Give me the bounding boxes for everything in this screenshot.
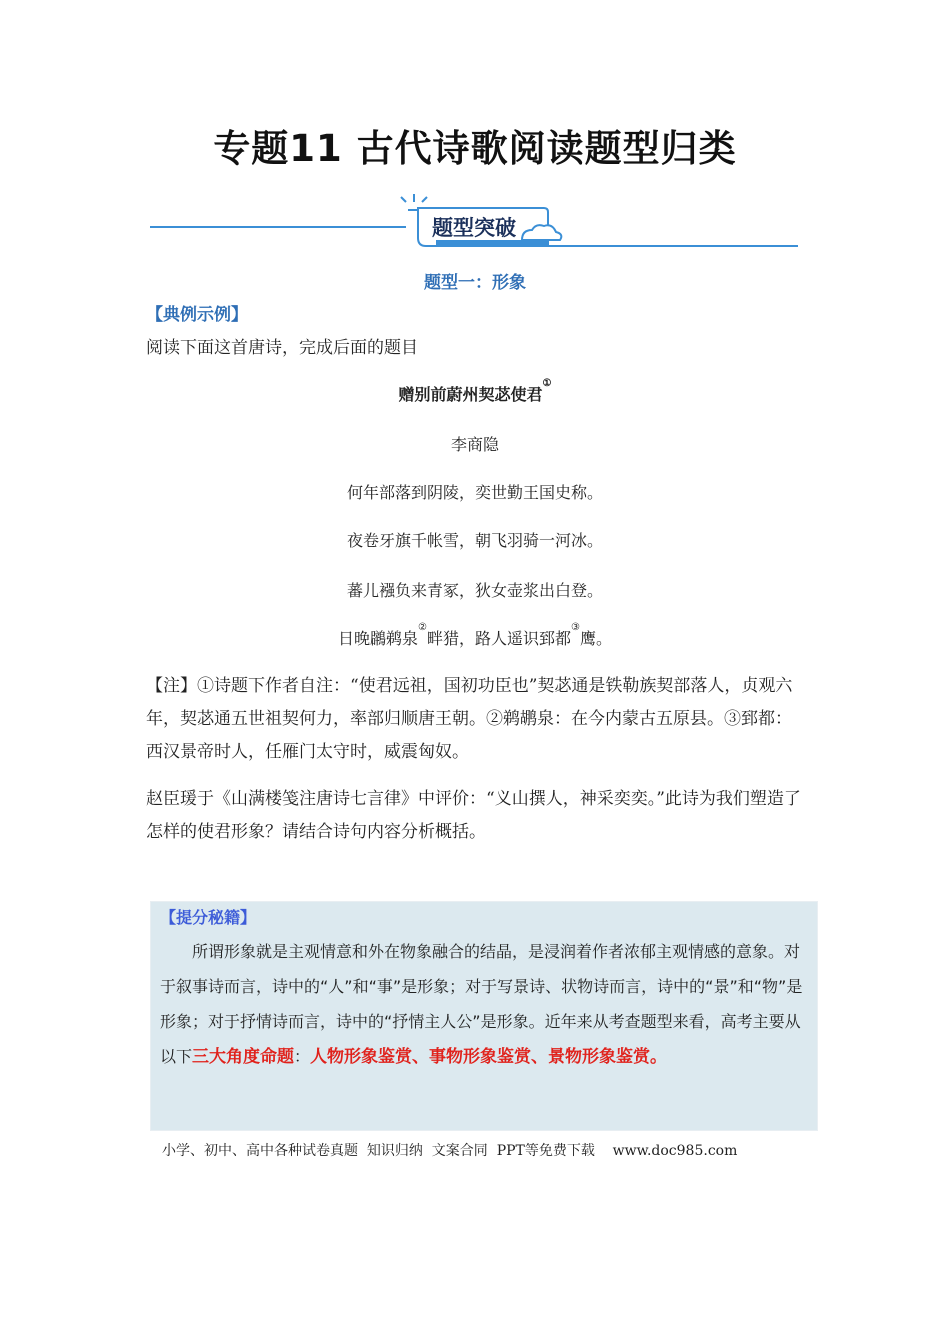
section-banner: [150, 190, 798, 252]
poem-title: [0, 378, 950, 405]
poem-line-part: 畔猎，路人遥识郅都: [426, 629, 571, 648]
tips-colon: ：: [294, 1047, 311, 1066]
poem-line: [0, 622, 950, 649]
poem-title-text: 赠别前蔚州契苾使君: [398, 385, 543, 404]
question-text: 赵臣瑗于《山满楼笺注唐诗七言律》中评价：“义山撰人，神采奕奕。”此诗为我们塑造了怎样的使君形象？请结合诗句内容分析概括。: [146, 789, 801, 842]
example-label: 【典例示例】: [146, 305, 248, 325]
footnote-mark: ③: [571, 622, 580, 633]
footnotes: 【注】①诗题下作者自注：“使君远祖，国初功臣也”契苾通是铁勒族契部落人，贞观六年，契苾通五世祖契何力，率部归顺唐王朝。②鹈鹕泉：在今内蒙古五原县。③郅都：西汉景帝时人，任雁门太守时，威震匈奴。: [146, 676, 793, 762]
poem-line: 夜卷牙旗千帐雪，朝飞羽骑一河冰。: [346, 531, 603, 550]
tips-body: 所谓形象就是主观情意和外在物象融合的结晶，是浸润着作者浓郁主观情感的意象。对于叙事诗而言，诗中的“人”和“事”是形象；对于写景诗、状物诗而言，诗中的“景”和“物”是形象；对于抒情诗而言，诗中的“抒情主人公”是形象。近年来从考查题型来看，高考主要从以下: [160, 942, 803, 1066]
banner-label: 题型突破: [432, 216, 516, 240]
intro-text: 阅读下面这首唐诗，完成后面的题目: [146, 338, 418, 358]
footnote-mark: ②: [418, 622, 427, 633]
section-title: 题型一：形象: [424, 273, 526, 293]
tips-label: 【提分秘籍】: [160, 908, 257, 927]
tips-highlight: 人物形象鉴赏、事物形象鉴赏、景物形象鉴赏。: [310, 1047, 668, 1067]
page-title: 专题11 古代诗歌阅读题型归类: [213, 127, 737, 170]
poem-line: 蕃儿襁负来青冢，狄女壶浆出白登。: [346, 581, 603, 600]
poem-title-footnote: ①: [542, 378, 552, 389]
poem-author: 李商隐: [450, 435, 499, 454]
tips-highlight: 三大角度命题: [192, 1047, 295, 1067]
poem-line-part: 鹰。: [579, 629, 612, 648]
page-footer: 小学、初中、高中各种试卷真题 知识归纳 文案合同 PPT等免费下载 www.doc985.com: [162, 1143, 738, 1159]
tips-text: [160, 934, 808, 1075]
poem-line-part: 日晚鸊鹈泉: [338, 629, 419, 648]
poem-line: 何年部落到阴陵，奕世勤王国史称。: [346, 483, 603, 502]
